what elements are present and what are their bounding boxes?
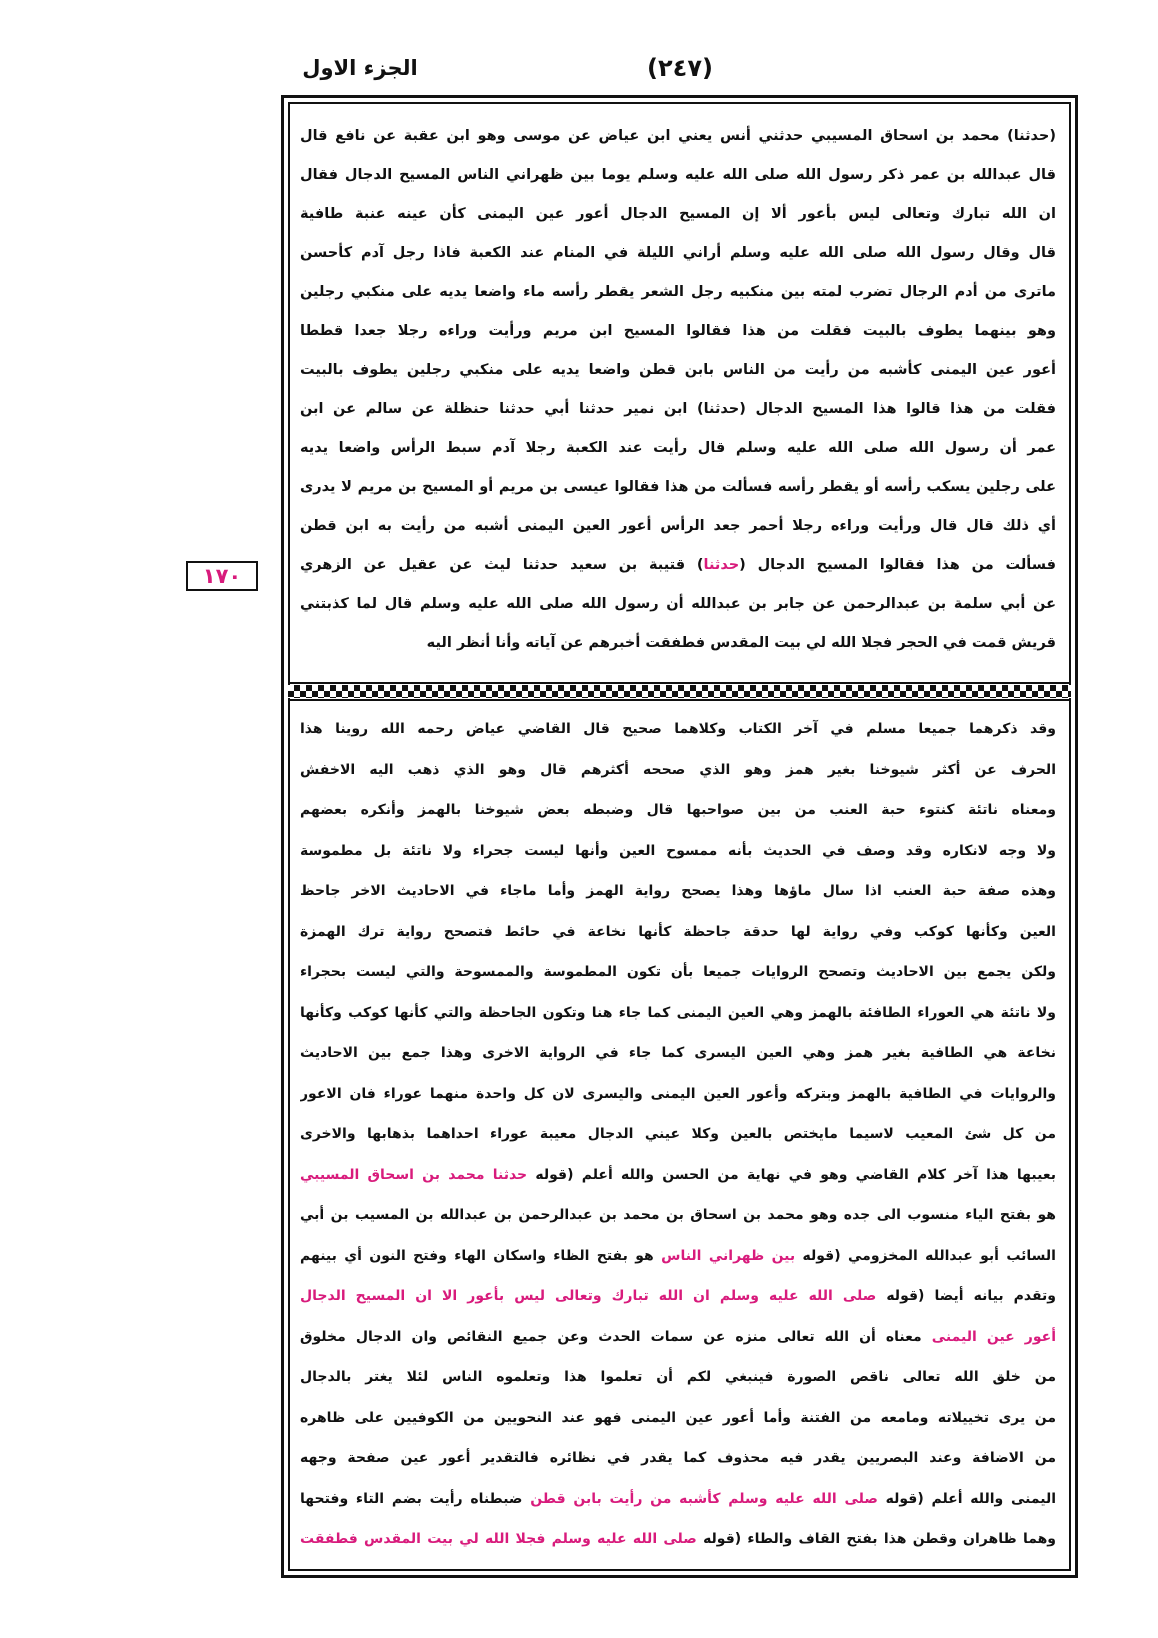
commentary-line [300, 1195, 1056, 1236]
body-text: اليمنى والله أعلم (قوله [877, 1490, 1056, 1507]
body-text: والروايات في الطافية بالهمز وبتركه وأعور العين اليمنى واليسرى لان كل واحدة منهما عوراء فان الاعور [300, 1085, 1056, 1102]
body-text: من يرى تخييلاته ومامعه من الفتنة وأما أعور عين اليمنى فهو عند النحويين من الكوفيين على ظاهره [300, 1409, 1056, 1426]
body-text: وهذه صفة حبة العنب اذا سال ماؤها وهذا يصحح رواية الهمز وأما ماجاء في الاحاديث الاخر جاحظ [300, 883, 1056, 899]
rubric-text: صلى الله عليه وسلم فجلا الله لي بيت المقدس فطفقت [300, 1531, 697, 1547]
body-text: (حدثنا) محمد بن اسحاق المسيبي حدثني أنس يعني ابن عياض عن موسى وهو ابن عقبة عن نافع قال [300, 128, 1056, 144]
body-text: السائب أبو عبدالله المخزومي (قوله [795, 1247, 1056, 1264]
rubric-text: صلى الله عليه وسلم كأشبه من رأيت بابن قطن [530, 1490, 878, 1507]
commentary-line [300, 1479, 1056, 1520]
body-text: قريش قمت في الحجر فجلا الله لي بيت المقدس فطفقت أخبرهم عن آياته وأنا أنظر اليه [426, 635, 1056, 651]
hadith-line [300, 507, 1056, 546]
hadith-line [300, 195, 1056, 234]
hadith-line [300, 585, 1056, 624]
rubric-text: حدثنا محمد بن اسحاق المسيبي [300, 1166, 528, 1183]
body-text: من كل شئ المعيب لاسيما مايختص بالعين وكلا عيني الدجال معيبة عوراء احداهما بذهابها والاخرى [300, 1126, 1056, 1142]
commentary-line [300, 1398, 1056, 1439]
body-text: العين وكأنها كوكب وفي رواية لها حدقة جاحظة كأنها نخاعة في حائط فتصحح رواية ترك الهمزة [300, 923, 1056, 940]
commentary-line [300, 1357, 1056, 1398]
body-text: هو بفتح الياء منسوب الى جده وهو محمد بن اسحاق بن محمد بن عبدالرحمن بن عبدالله بن المسيب بن أبي [300, 1207, 1056, 1223]
commentary-line [300, 1114, 1056, 1155]
margin-hadith-number: ١٧٠ [186, 561, 258, 591]
commentary-line [300, 1519, 1056, 1560]
commentary-line [300, 709, 1056, 750]
body-text: من خلق الله تعالى ناقص الصورة فينبغي لكم أن تعلموا هذا وتعلموه الناس لئلا يغتر بالدجال [300, 1369, 1056, 1385]
commentary-line [300, 912, 1056, 953]
commentary-line [300, 1317, 1056, 1358]
commentary-line [300, 831, 1056, 872]
body-text: ضبطناه رأيت بضم التاء وفتحها [300, 1490, 531, 1507]
body-text: بعيبها هذا آخر كلام القاضي وهو في نهاية من الحسن والله أعلم (قوله [527, 1166, 1056, 1183]
hadith-line [300, 546, 1056, 585]
commentary-line [300, 871, 1056, 912]
hadith-line [300, 273, 1056, 312]
hadith-line [300, 429, 1056, 468]
body-text: فسألت من هذا فقالوا المسيح الدجال ( [739, 557, 1056, 573]
body-text: ان الله تبارك وتعالى ليس بأعور ألا إن المسيح الدجال أعور عين اليمنى كأن عينه عنبة طافية [300, 206, 1056, 222]
commentary-text-block [300, 709, 1056, 1560]
body-text: وهو بينهما يطوف بالبيت فقلت من هذا فقالوا المسيح ابن مريم ورأيت وراءه رجلا جعدا قططا [300, 323, 1056, 339]
body-text: عن أبي سلمة بن عبدالرحمن عن جابر بن عبدالله أن رسول الله صلى الله عليه وسلم قال لما كذبتني [300, 596, 1056, 612]
commentary-line [300, 1155, 1056, 1196]
body-text: ومعناه ناتئة كنتوء حبة العنب من بين صواحبها قال وضبطه بعض شيوخنا بالهمز وأنكره بعضهم [300, 802, 1056, 818]
body-text: أعور عين اليمنى كأشبه من رأيت من الناس بابن قطن واضعا يديه على منكبي رجلين يطوف بالبيت [300, 362, 1056, 378]
volume-label: الجزء الاول [302, 56, 418, 80]
hadith-text-block [300, 117, 1056, 663]
body-text: ) قتيبة بن سعيد حدثنا ليث عن عقيل عن الزهري [300, 557, 704, 573]
hadith-line [300, 351, 1056, 390]
body-text: ولا وجه لانكاره وقد وصف في الحديث بأنه ممسوح العين وأنها ليست جحراء ولا ناتئة بل مطموسة [300, 842, 1056, 859]
hadith-line [300, 156, 1056, 195]
commentary-line [300, 1438, 1056, 1479]
body-text: من الاضافة وعند البصريين يقدر فيه محذوف كما يقدر في نظائره فالتقدير أعور عين صفحة وجهه [300, 1450, 1056, 1466]
commentary-line [300, 1033, 1056, 1074]
commentary-line [300, 1074, 1056, 1115]
commentary-line [300, 1276, 1056, 1317]
hadith-line [300, 234, 1056, 273]
body-text: وقد ذكرهما جميعا مسلم في آخر الكتاب وكلاهما صحيح قال القاضي عياض رحمه الله روينا هذا [300, 721, 1056, 737]
body-text: وتقدم بيانه أيضا (قوله [876, 1288, 1056, 1304]
rubric-text: صلى الله عليه وسلم ان الله تبارك وتعالى ليس بأعور الا ان المسيح الدجال [300, 1288, 877, 1304]
hadith-line [300, 624, 1056, 663]
body-text: فقلت من هذا قالوا هذا المسيح الدجال (حدثنا) ابن نمير حدثنا أبي حدثنا حنظلة عن سالم عن ابن [300, 401, 1056, 417]
body-text: قال وقال رسول الله صلى الله عليه وسلم أراني الليلة في المنام عند الكعبة فاذا رجل آدم كأحسن [300, 245, 1056, 261]
rubric-text: حدثنا [703, 557, 740, 573]
hadith-line [300, 468, 1056, 507]
commentary-line [300, 952, 1056, 993]
rubric-text: بين ظهراني الناس [661, 1247, 796, 1264]
section-divider [288, 682, 1071, 701]
body-text: ولا ناتئة هي العوراء الطافئة بالهمز وهي العين اليمنى كما جاء هنا وتكون الجاحظة والتي كأنها كوكب وكأنها [300, 1004, 1056, 1021]
commentary-line [300, 993, 1056, 1034]
hadith-line [300, 312, 1056, 351]
rubric-text: أعور عين اليمنى [931, 1328, 1056, 1345]
body-text: ولكن يجمع بين الاحاديث وتصحح الروايات جميعا بأن تكون المطموسة والممسوحة والتي ليست بحجراء [300, 964, 1056, 980]
body-text: الحرف عن أكثر شيوخنا بغير همز وهو الذي صححه أكثرهم قال وهو الذي ذهب اليه الاخفش [300, 761, 1056, 778]
body-text: هو بفتح الظاء واسكان الهاء وفتح النون أي بينهم [300, 1247, 662, 1264]
body-text: وهما ظاهران وقطن هذا بفتح القاف والطاء (قوله [696, 1531, 1056, 1547]
hadith-line [300, 117, 1056, 156]
page-number: (٢٤٧) [647, 54, 713, 82]
body-text: على رجلين يسكب رأسه أو يقطر رأسه فسألت من هذا فقالوا عيسى بن مريم أو المسيح بن مريم لا يدرى [300, 479, 1056, 495]
body-text: نخاعة هي الطافية بغير همز وهي العين اليسرى كما جاء في الرواية الاخرى وهذا جمع بين الاحاديث [300, 1045, 1056, 1061]
commentary-line [300, 790, 1056, 831]
body-text: قال عبدالله بن عمر ذكر رسول الله صلى الله عليه وسلم يوما بين ظهراني الناس المسيح الدجال فقال [300, 167, 1056, 183]
body-text: ماترى من أدم الرجال تضرب لمته بين منكبيه رجل الشعر يقطر رأسه ماء واضعا يديه على منكبي رجلين [300, 284, 1056, 300]
body-text: أي ذلك قال قال ورأيت وراءه رجلا أحمر جعد الرأس أعور العين اليمنى أشبه من رأيت به ابن قطن [300, 518, 1056, 534]
body-text: معناه أن الله تعالى منزه عن سمات الحدث وعن جميع النقائص وان الدجال مخلوق [300, 1328, 932, 1345]
commentary-line [300, 1236, 1056, 1277]
body-text: عمر أن رسول الله صلى الله عليه وسلم قال رأيت عند الكعبة رجلا آدم سبط الرأس واضعا يديه [300, 440, 1056, 456]
commentary-line [300, 750, 1056, 791]
hadith-line [300, 390, 1056, 429]
checkered-ornament [288, 685, 1071, 698]
